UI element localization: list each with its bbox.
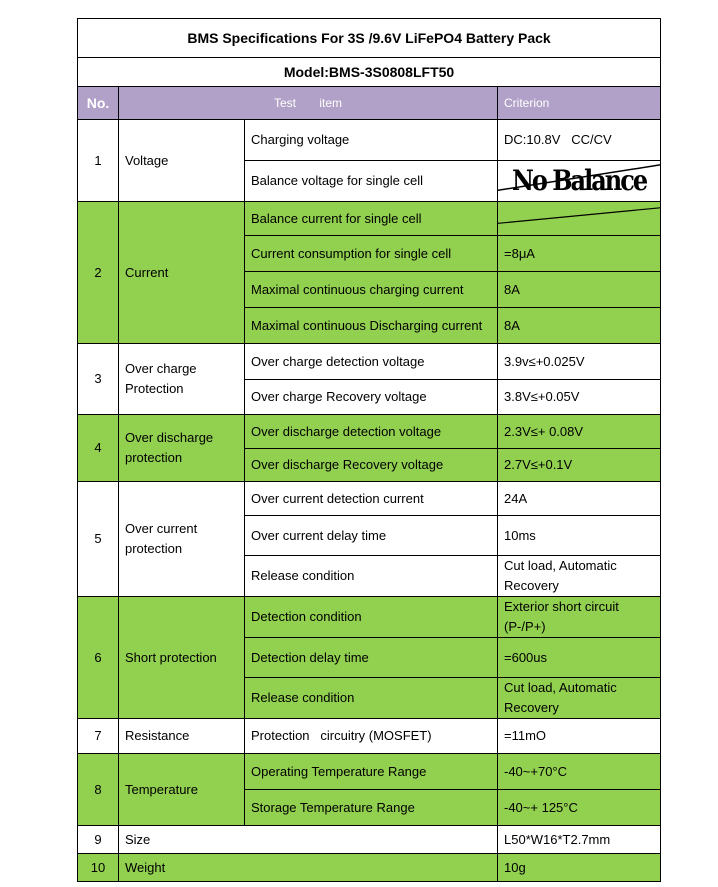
section-item: Temperature (119, 754, 245, 826)
test-name: Over charge Recovery voltage (245, 380, 498, 415)
table-row (78, 826, 661, 854)
section-item: Over charge Protection (119, 344, 245, 415)
test-name: Over charge detection voltage (245, 344, 498, 380)
criterion-value: =8μA (498, 236, 661, 272)
criterion-value: 10g (498, 854, 661, 882)
criterion-value: 3.9v≤+0.025V (498, 344, 661, 380)
test-name: Charging voltage (245, 120, 498, 161)
table-row (78, 120, 661, 161)
section-number: 2 (78, 202, 119, 344)
sheet-title: BMS Specifications For 3S /9.6V LiFePO4 Battery Pack (78, 19, 661, 58)
table-row (78, 344, 661, 380)
section-item: Over discharge protection (119, 415, 245, 482)
criterion-value: 2.7V≤+0.1V (498, 449, 661, 482)
test-name: Over discharge detection voltage (245, 415, 498, 449)
spec-sheet (77, 18, 660, 882)
section-item: Short protection (119, 597, 245, 719)
model-row (78, 58, 661, 87)
model-number: Model:BMS-3S0808LFT50 (78, 58, 661, 87)
table-row (78, 854, 661, 882)
criterion-value: 24A (498, 482, 661, 516)
title-row (78, 19, 661, 58)
no-balance-stamp (498, 161, 661, 202)
section-item: Over current protection (119, 482, 245, 597)
test-name: Detection delay time (245, 638, 498, 678)
test-name: Over current delay time (245, 516, 498, 556)
criterion-value (498, 202, 661, 236)
table-row (78, 415, 661, 449)
test-name: Detection condition (245, 597, 498, 638)
test-name: Over discharge Recovery voltage (245, 449, 498, 482)
test-name: Balance current for single cell (245, 202, 498, 236)
strike-line (498, 202, 660, 235)
criterion-value: 8A (498, 308, 661, 344)
section-number: 9 (78, 826, 119, 854)
test-name: Release condition (245, 556, 498, 597)
header-criterion: Criterion (498, 87, 661, 120)
test-name: Current consumption for single cell (245, 236, 498, 272)
test-name: Balance voltage for single cell (245, 161, 498, 202)
criterion-value: Cut load, Automatic Recovery (498, 678, 661, 719)
test-name: Release condition (245, 678, 498, 719)
section-number: 7 (78, 719, 119, 754)
table-row (78, 482, 661, 516)
test-name: Storage Temperature Range (245, 790, 498, 826)
criterion-value: =600us (498, 638, 661, 678)
section-item: Current (119, 202, 245, 344)
table-row (78, 202, 661, 236)
section-item: Weight (119, 854, 498, 882)
section-number: 4 (78, 415, 119, 482)
criterion-value: 3.8V≤+0.05V (498, 380, 661, 415)
header-row (78, 87, 661, 120)
criterion-value: DC:10.8V CC/CV (498, 120, 661, 161)
test-name: Maximal continuous Discharging current (245, 308, 498, 344)
criterion-value: -40~+70°C (498, 754, 661, 790)
section-item: Resistance (119, 719, 245, 754)
table-row (78, 597, 661, 638)
section-item: Size (119, 826, 498, 854)
table-row (78, 719, 661, 754)
section-number: 8 (78, 754, 119, 826)
header-test-item: Test item (119, 87, 498, 120)
header-no: No. (78, 87, 119, 120)
section-number: 1 (78, 120, 119, 202)
criterion-value: =11mO (498, 719, 661, 754)
criterion-value: 8A (498, 272, 661, 308)
criterion-value: 2.3V≤+ 0.08V (498, 415, 661, 449)
section-number: 6 (78, 597, 119, 719)
test-name: Maximal continuous charging current (245, 272, 498, 308)
spec-table (77, 18, 661, 882)
section-number: 10 (78, 854, 119, 882)
criterion-value: 10ms (498, 516, 661, 556)
criterion-value: L50*W16*T2.7mm (498, 826, 661, 854)
table-row (78, 754, 661, 790)
test-name: Protection circuitry (MOSFET) (245, 719, 498, 754)
section-number: 3 (78, 344, 119, 415)
criterion-value: Exterior short circuit (P-/P+) (498, 597, 661, 638)
test-name: Over current detection current (245, 482, 498, 516)
section-number: 5 (78, 482, 119, 597)
no-balance-text: No Balance (511, 163, 647, 198)
test-name: Operating Temperature Range (245, 754, 498, 790)
section-item: Voltage (119, 120, 245, 202)
criterion-value: -40~+ 125°C (498, 790, 661, 826)
criterion-value: Cut load, Automatic Recovery (498, 556, 661, 597)
